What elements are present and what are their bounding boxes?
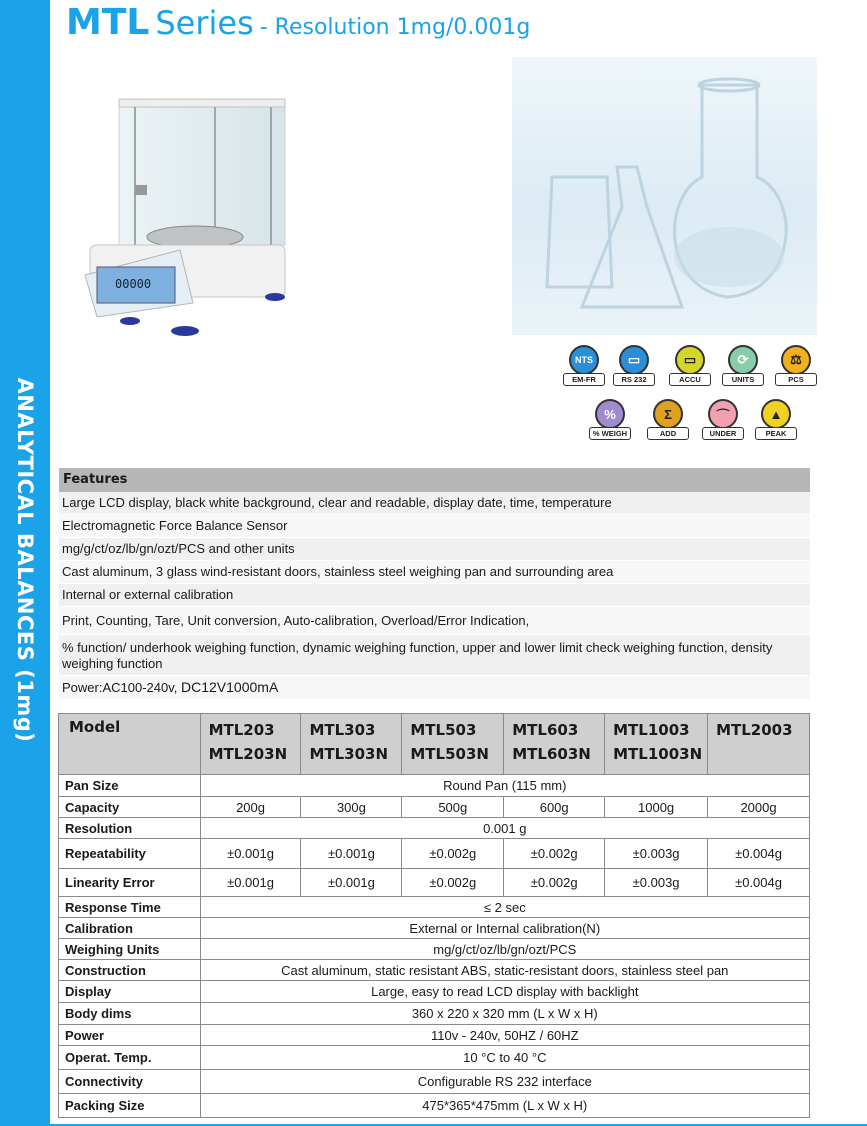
power-dc: DC12V1000mA	[181, 679, 279, 695]
feature-item: Print, Counting, Tare, Unit conversion, Auto-calibration, Overload/Error Indication,	[59, 607, 810, 635]
emfr-icon: NTS EM-FR	[560, 345, 608, 391]
power-ac: Power:AC100-240v,	[62, 680, 181, 695]
function-icons	[560, 345, 820, 445]
feature-item: mg/g/ct/oz/lb/gn/ozt/PCS and other units	[59, 538, 810, 561]
rs232-icon: ▭ RS 232	[610, 345, 658, 391]
add-icon: Σ ADD	[644, 399, 692, 445]
units-icon: ⟳ UNITS	[719, 345, 767, 391]
resolution-subtitle: - Resolution 1mg/0.001g	[259, 15, 531, 40]
feature-item-power	[59, 676, 810, 700]
feature-item: Cast aluminum, 3 glass wind-resistant doors, stainless steel weighing pan and surrounding area	[59, 561, 810, 584]
features-heading: Features	[59, 468, 810, 492]
table-row: Pan Size Round Pan (115 mm)	[59, 775, 810, 797]
model-column: MTL303 MTL303N	[301, 714, 402, 775]
series-name: MTL	[66, 2, 150, 43]
table-row: Resolution 0.001 g	[59, 818, 810, 839]
table-row: Repeatability ±0.001g ±0.001g ±0.002g ±0.002g ±0.003g ±0.004g	[59, 839, 810, 869]
model-header: Model	[59, 714, 201, 775]
balance-lcd-reading: 00000	[115, 277, 152, 291]
table-row: Packing Size 475*365*475mm (L x W x H)	[59, 1094, 810, 1118]
table-row: Linearity Error ±0.001g ±0.001g ±0.002g ±0.002g ±0.003g ±0.004g	[59, 869, 810, 897]
model-column: MTL1003 MTL1003N	[605, 714, 708, 775]
percent-weigh-icon: % % WEIGH	[586, 399, 634, 445]
sidebar-band	[0, 0, 50, 1126]
model-column: MTL603 MTL603N	[504, 714, 605, 775]
model-column: MTL503 MTL503N	[402, 714, 504, 775]
feature-item: % function/ underhook weighing function, dynamic weighing function, upper and lower limit check weighing function, density weighing function	[59, 635, 810, 676]
table-row: Power 110v - 240v, 50HZ / 60HZ	[59, 1025, 810, 1046]
pcs-icon: ⚖ PCS	[772, 345, 820, 391]
accu-icon: ▭ ACCU	[666, 345, 714, 391]
table-row: Body dims 360 x 220 x 320 mm (L x W x H)	[59, 1003, 810, 1025]
balance-illustration	[75, 85, 305, 345]
spec-table	[58, 713, 810, 1118]
sidebar-title: ANALYTICAL BALANCES (1mg)	[13, 377, 37, 743]
table-row: Calibration External or Internal calibration(N)	[59, 918, 810, 939]
model-column: MTL2003	[708, 714, 810, 775]
feature-item: Electromagnetic Force Balance Sensor	[59, 515, 810, 538]
feature-item: Internal or external calibration	[59, 584, 810, 607]
model-column: MTL203 MTL203N	[200, 714, 301, 775]
table-row: Construction Cast aluminum, static resistant ABS, static-resistant doors, stainless steel pan	[59, 960, 810, 981]
table-header-row	[59, 714, 810, 775]
table-row: Display Large, easy to read LCD display with backlight	[59, 981, 810, 1003]
peak-icon: ▲ PEAK	[752, 399, 800, 445]
lab-glassware-image	[512, 57, 817, 335]
table-row: Response Time ≤ 2 sec	[59, 897, 810, 918]
under-icon: ⌒ UNDER	[699, 399, 747, 445]
series-word: Series	[155, 4, 254, 42]
table-row: Connectivity Configurable RS 232 interface	[59, 1070, 810, 1094]
feature-item: Large LCD display, black white background, clear and readable, display date, time, temperature	[59, 492, 810, 515]
features-section	[59, 468, 810, 700]
table-row: Operat. Temp. 10 °C to 40 °C	[59, 1046, 810, 1070]
page-title	[66, 2, 530, 43]
table-row: Weighing Units mg/g/ct/oz/lb/gn/ozt/PCS	[59, 939, 810, 960]
table-row: Capacity 200g 300g 500g 600g 1000g 2000g	[59, 797, 810, 818]
